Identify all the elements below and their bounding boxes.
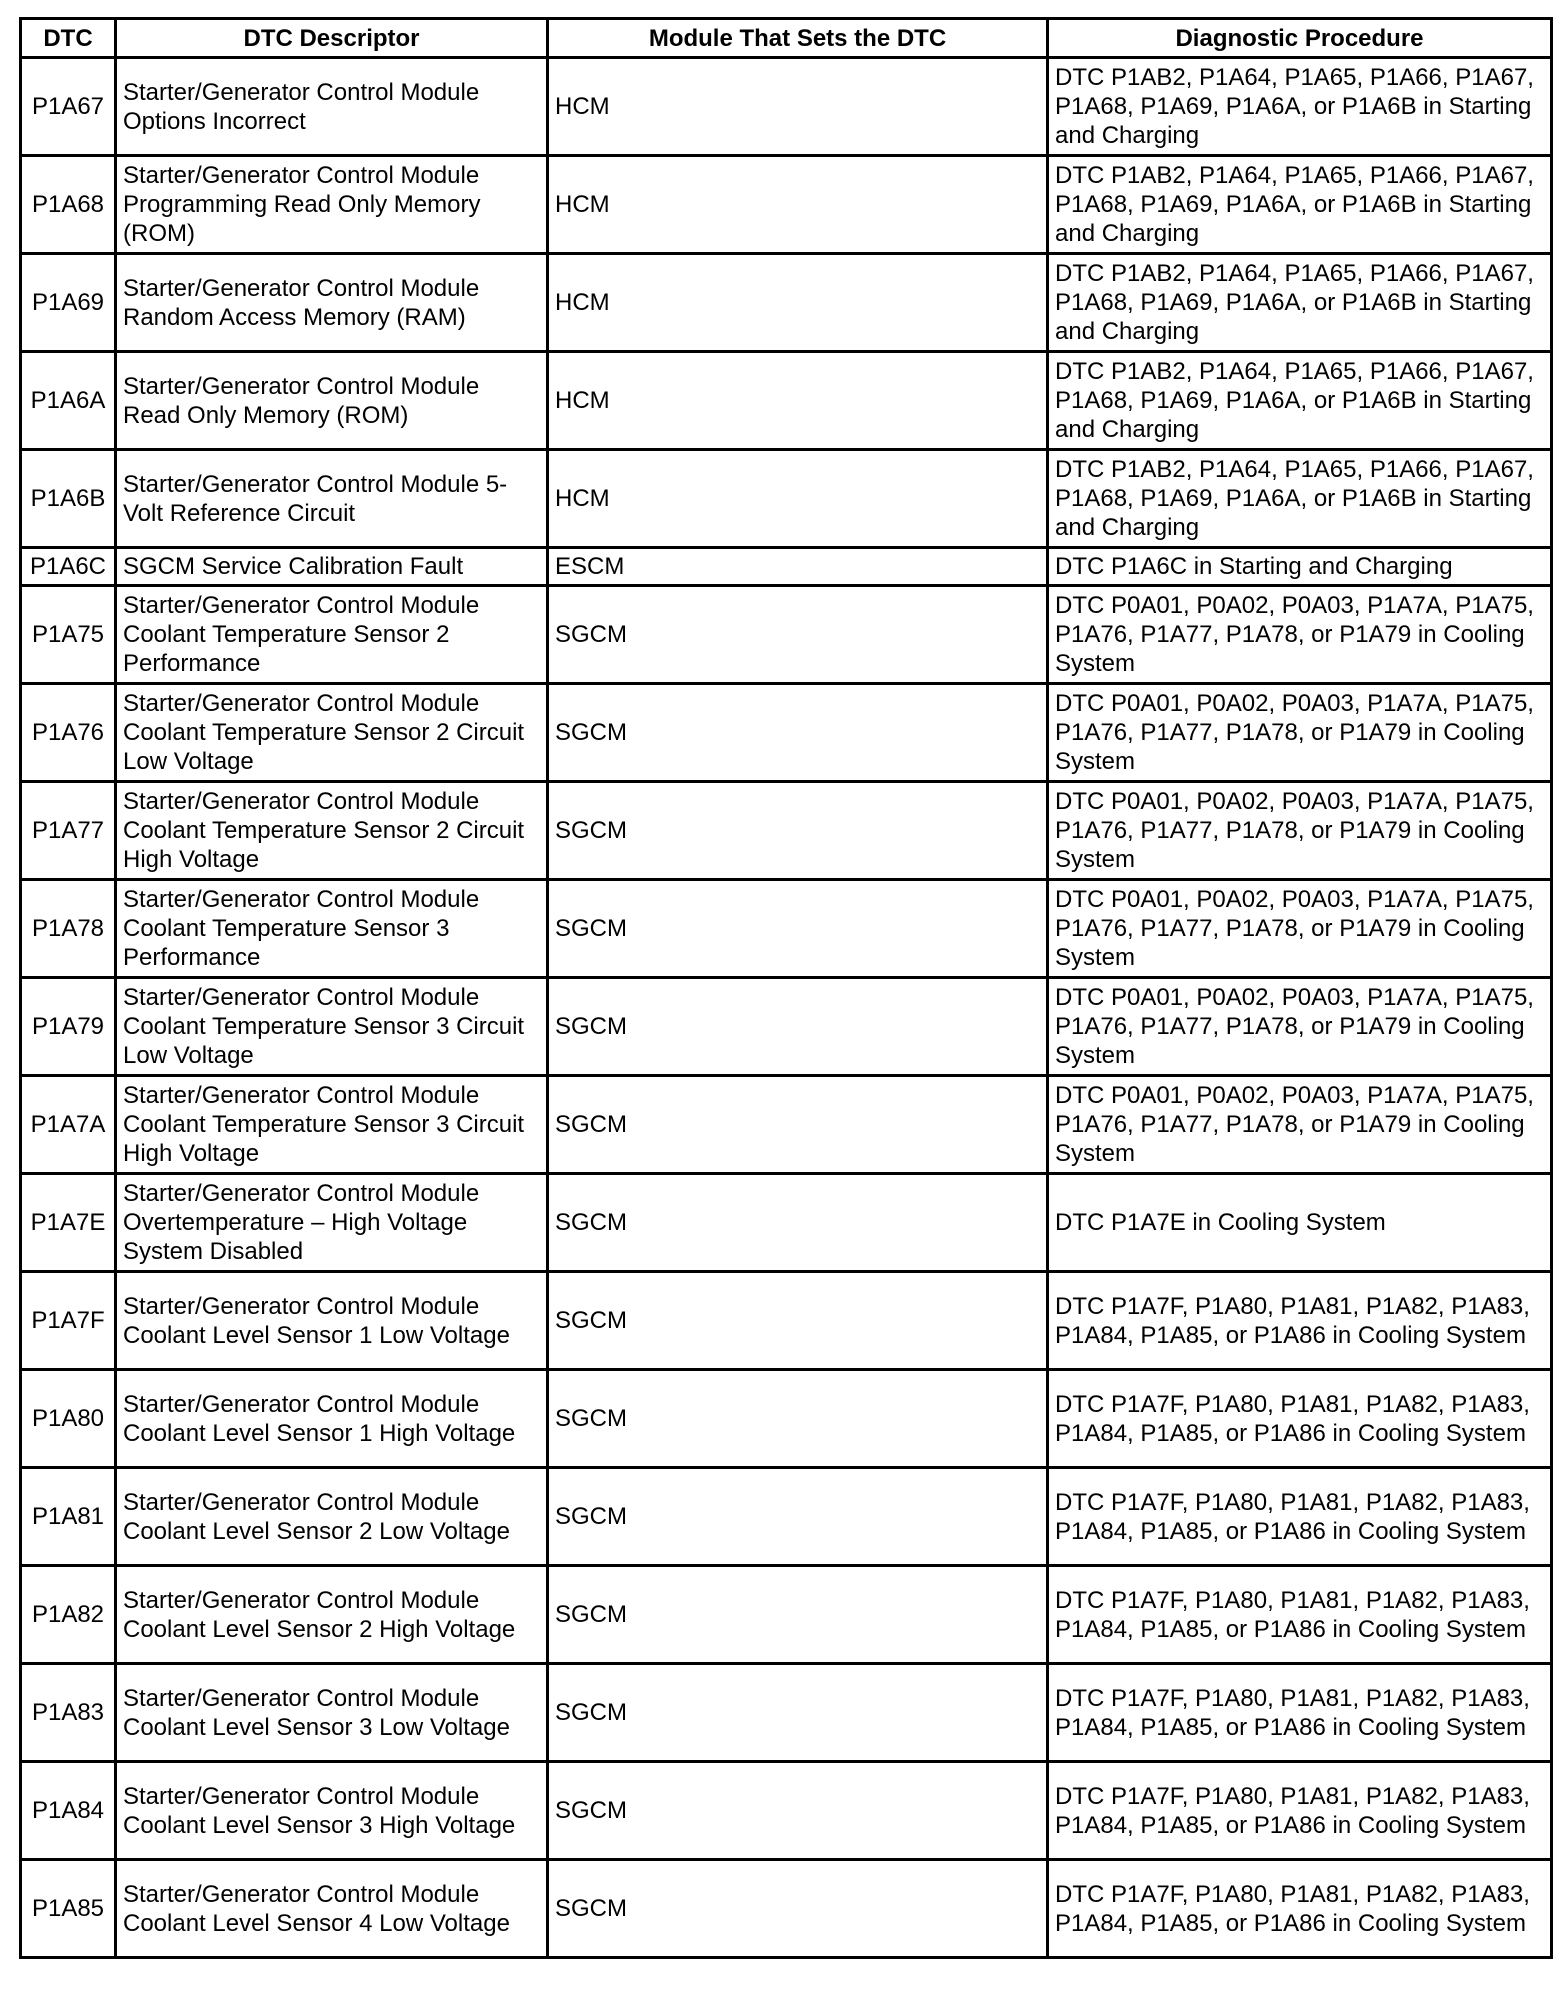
header-dtc-descriptor: DTC Descriptor xyxy=(116,19,548,58)
module-cell: SGCM xyxy=(548,978,1048,1076)
module-cell: HCM xyxy=(548,156,1048,254)
module-cell: SGCM xyxy=(548,1076,1048,1174)
dtc-descriptor-cell: Starter/Generator Control Module 5-Volt Reference Circuit xyxy=(116,450,548,548)
module-cell: HCM xyxy=(548,352,1048,450)
dtc-code-cell: P1A80 xyxy=(21,1370,116,1468)
dtc-code-cell: P1A82 xyxy=(21,1566,116,1664)
table-row xyxy=(21,1860,1552,1958)
dtc-descriptor-cell: Starter/Generator Control Module Options Incorrect xyxy=(116,58,548,156)
table-row xyxy=(21,58,1552,156)
diagnostic-procedure-cell: DTC P0A01, P0A02, P0A03, P1A7A, P1A75, P1A76, P1A77, P1A78, or P1A79 in Cooling System xyxy=(1048,586,1552,684)
dtc-table xyxy=(19,17,1553,1959)
module-cell: HCM xyxy=(548,450,1048,548)
module-cell: SGCM xyxy=(548,684,1048,782)
table-row xyxy=(21,978,1552,1076)
dtc-descriptor-cell: Starter/Generator Control Module Coolant Level Sensor 3 Low Voltage xyxy=(116,1664,548,1762)
dtc-code-cell: P1A77 xyxy=(21,782,116,880)
table-row xyxy=(21,1468,1552,1566)
table-row xyxy=(21,1664,1552,1762)
table-row xyxy=(21,880,1552,978)
module-cell: SGCM xyxy=(548,1468,1048,1566)
dtc-descriptor-cell: Starter/Generator Control Module Overtemperature – High Voltage System Disabled xyxy=(116,1174,548,1272)
table-row xyxy=(21,684,1552,782)
dtc-descriptor-cell: Starter/Generator Control Module Coolant Level Sensor 1 High Voltage xyxy=(116,1370,548,1468)
dtc-code-cell: P1A68 xyxy=(21,156,116,254)
dtc-descriptor-cell: Starter/Generator Control Module Coolant Temperature Sensor 2 Circuit Low Voltage xyxy=(116,684,548,782)
dtc-descriptor-cell: Starter/Generator Control Module Coolant Level Sensor 1 Low Voltage xyxy=(116,1272,548,1370)
module-cell: SGCM xyxy=(548,1174,1048,1272)
dtc-descriptor-cell: Starter/Generator Control Module Coolant Temperature Sensor 3 Circuit High Voltage xyxy=(116,1076,548,1174)
dtc-code-cell: P1A84 xyxy=(21,1762,116,1860)
dtc-descriptor-cell: Starter/Generator Control Module Coolant Level Sensor 4 Low Voltage xyxy=(116,1860,548,1958)
dtc-code-cell: P1A79 xyxy=(21,978,116,1076)
diagnostic-procedure-cell: DTC P1A7F, P1A80, P1A81, P1A82, P1A83, P1A84, P1A85, or P1A86 in Cooling System xyxy=(1048,1272,1552,1370)
table-row xyxy=(21,782,1552,880)
module-cell: HCM xyxy=(548,254,1048,352)
diagnostic-procedure-cell: DTC P1A7F, P1A80, P1A81, P1A82, P1A83, P1A84, P1A85, or P1A86 in Cooling System xyxy=(1048,1566,1552,1664)
module-cell: SGCM xyxy=(548,1370,1048,1468)
dtc-code-cell: P1A85 xyxy=(21,1860,116,1958)
dtc-code-cell: P1A6A xyxy=(21,352,116,450)
diagnostic-procedure-cell: DTC P1AB2, P1A64, P1A65, P1A66, P1A67, P1A68, P1A69, P1A6A, or P1A6B in Starting and Charging xyxy=(1048,156,1552,254)
dtc-code-cell: P1A83 xyxy=(21,1664,116,1762)
module-cell: ESCM xyxy=(548,548,1048,586)
diagnostic-procedure-cell: DTC P1A7F, P1A80, P1A81, P1A82, P1A83, P1A84, P1A85, or P1A86 in Cooling System xyxy=(1048,1860,1552,1958)
diagnostic-procedure-cell: DTC P1A7F, P1A80, P1A81, P1A82, P1A83, P1A84, P1A85, or P1A86 in Cooling System xyxy=(1048,1370,1552,1468)
dtc-descriptor-cell: Starter/Generator Control Module Random Access Memory (RAM) xyxy=(116,254,548,352)
table-row xyxy=(21,548,1552,586)
diagnostic-procedure-cell: DTC P1AB2, P1A64, P1A65, P1A66, P1A67, P1A68, P1A69, P1A6A, or P1A6B in Starting and Charging xyxy=(1048,352,1552,450)
diagnostic-procedure-cell: DTC P1AB2, P1A64, P1A65, P1A66, P1A67, P1A68, P1A69, P1A6A, or P1A6B in Starting and Charging xyxy=(1048,450,1552,548)
dtc-descriptor-cell: SGCM Service Calibration Fault xyxy=(116,548,548,586)
module-cell: HCM xyxy=(548,58,1048,156)
module-cell: SGCM xyxy=(548,586,1048,684)
dtc-descriptor-cell: Starter/Generator Control Module Coolant Temperature Sensor 3 Circuit Low Voltage xyxy=(116,978,548,1076)
table-body xyxy=(21,58,1552,1958)
header-dtc: DTC xyxy=(21,19,116,58)
module-cell: SGCM xyxy=(548,1860,1048,1958)
diagnostic-procedure-cell: DTC P1A6C in Starting and Charging xyxy=(1048,548,1552,586)
table-row xyxy=(21,1370,1552,1468)
table-row xyxy=(21,156,1552,254)
module-cell: SGCM xyxy=(548,1664,1048,1762)
dtc-code-cell: P1A81 xyxy=(21,1468,116,1566)
table-row xyxy=(21,1076,1552,1174)
table-row xyxy=(21,586,1552,684)
dtc-descriptor-cell: Starter/Generator Control Module Coolant Level Sensor 3 High Voltage xyxy=(116,1762,548,1860)
module-cell: SGCM xyxy=(548,1566,1048,1664)
dtc-descriptor-cell: Starter/Generator Control Module Programming Read Only Memory (ROM) xyxy=(116,156,548,254)
dtc-code-cell: P1A76 xyxy=(21,684,116,782)
dtc-code-cell: P1A7F xyxy=(21,1272,116,1370)
diagnostic-procedure-cell: DTC P1AB2, P1A64, P1A65, P1A66, P1A67, P1A68, P1A69, P1A6A, or P1A6B in Starting and Charging xyxy=(1048,58,1552,156)
diagnostic-procedure-cell: DTC P1A7F, P1A80, P1A81, P1A82, P1A83, P1A84, P1A85, or P1A86 in Cooling System xyxy=(1048,1762,1552,1860)
dtc-descriptor-cell: Starter/Generator Control Module Coolant Temperature Sensor 2 Performance xyxy=(116,586,548,684)
dtc-code-cell: P1A7A xyxy=(21,1076,116,1174)
dtc-descriptor-cell: Starter/Generator Control Module Coolant Level Sensor 2 Low Voltage xyxy=(116,1468,548,1566)
diagnostic-procedure-cell: DTC P0A01, P0A02, P0A03, P1A7A, P1A75, P1A76, P1A77, P1A78, or P1A79 in Cooling System xyxy=(1048,978,1552,1076)
dtc-code-cell: P1A67 xyxy=(21,58,116,156)
diagnostic-procedure-cell: DTC P0A01, P0A02, P0A03, P1A7A, P1A75, P1A76, P1A77, P1A78, or P1A79 in Cooling System xyxy=(1048,1076,1552,1174)
header-module: Module That Sets the DTC xyxy=(548,19,1048,58)
dtc-descriptor-cell: Starter/Generator Control Module Coolant Level Sensor 2 High Voltage xyxy=(116,1566,548,1664)
diagnostic-procedure-cell: DTC P1A7F, P1A80, P1A81, P1A82, P1A83, P1A84, P1A85, or P1A86 in Cooling System xyxy=(1048,1468,1552,1566)
module-cell: SGCM xyxy=(548,1762,1048,1860)
diagnostic-procedure-cell: DTC P0A01, P0A02, P0A03, P1A7A, P1A75, P1A76, P1A77, P1A78, or P1A79 in Cooling System xyxy=(1048,880,1552,978)
table-row xyxy=(21,352,1552,450)
table-row xyxy=(21,1762,1552,1860)
dtc-code-cell: P1A69 xyxy=(21,254,116,352)
dtc-descriptor-cell: Starter/Generator Control Module Coolant Temperature Sensor 3 Performance xyxy=(116,880,548,978)
table-row xyxy=(21,1272,1552,1370)
diagnostic-procedure-cell: DTC P1AB2, P1A64, P1A65, P1A66, P1A67, P1A68, P1A69, P1A6A, or P1A6B in Starting and Charging xyxy=(1048,254,1552,352)
header-row xyxy=(21,19,1552,58)
table-row xyxy=(21,1174,1552,1272)
table-row xyxy=(21,254,1552,352)
module-cell: SGCM xyxy=(548,782,1048,880)
dtc-code-cell: P1A6B xyxy=(21,450,116,548)
module-cell: SGCM xyxy=(548,880,1048,978)
diagnostic-procedure-cell: DTC P1A7F, P1A80, P1A81, P1A82, P1A83, P1A84, P1A85, or P1A86 in Cooling System xyxy=(1048,1664,1552,1762)
diagnostic-procedure-cell: DTC P0A01, P0A02, P0A03, P1A7A, P1A75, P1A76, P1A77, P1A78, or P1A79 in Cooling System xyxy=(1048,684,1552,782)
table-row xyxy=(21,1566,1552,1664)
dtc-descriptor-cell: Starter/Generator Control Module Coolant Temperature Sensor 2 Circuit High Voltage xyxy=(116,782,548,880)
dtc-code-cell: P1A75 xyxy=(21,586,116,684)
dtc-code-cell: P1A6C xyxy=(21,548,116,586)
diagnostic-procedure-cell: DTC P0A01, P0A02, P0A03, P1A7A, P1A75, P1A76, P1A77, P1A78, or P1A79 in Cooling System xyxy=(1048,782,1552,880)
diagnostic-procedure-cell: DTC P1A7E in Cooling System xyxy=(1048,1174,1552,1272)
header-diagnostic-procedure: Diagnostic Procedure xyxy=(1048,19,1552,58)
module-cell: SGCM xyxy=(548,1272,1048,1370)
dtc-code-cell: P1A78 xyxy=(21,880,116,978)
table-row xyxy=(21,450,1552,548)
dtc-descriptor-cell: Starter/Generator Control Module Read Only Memory (ROM) xyxy=(116,352,548,450)
dtc-code-cell: P1A7E xyxy=(21,1174,116,1272)
